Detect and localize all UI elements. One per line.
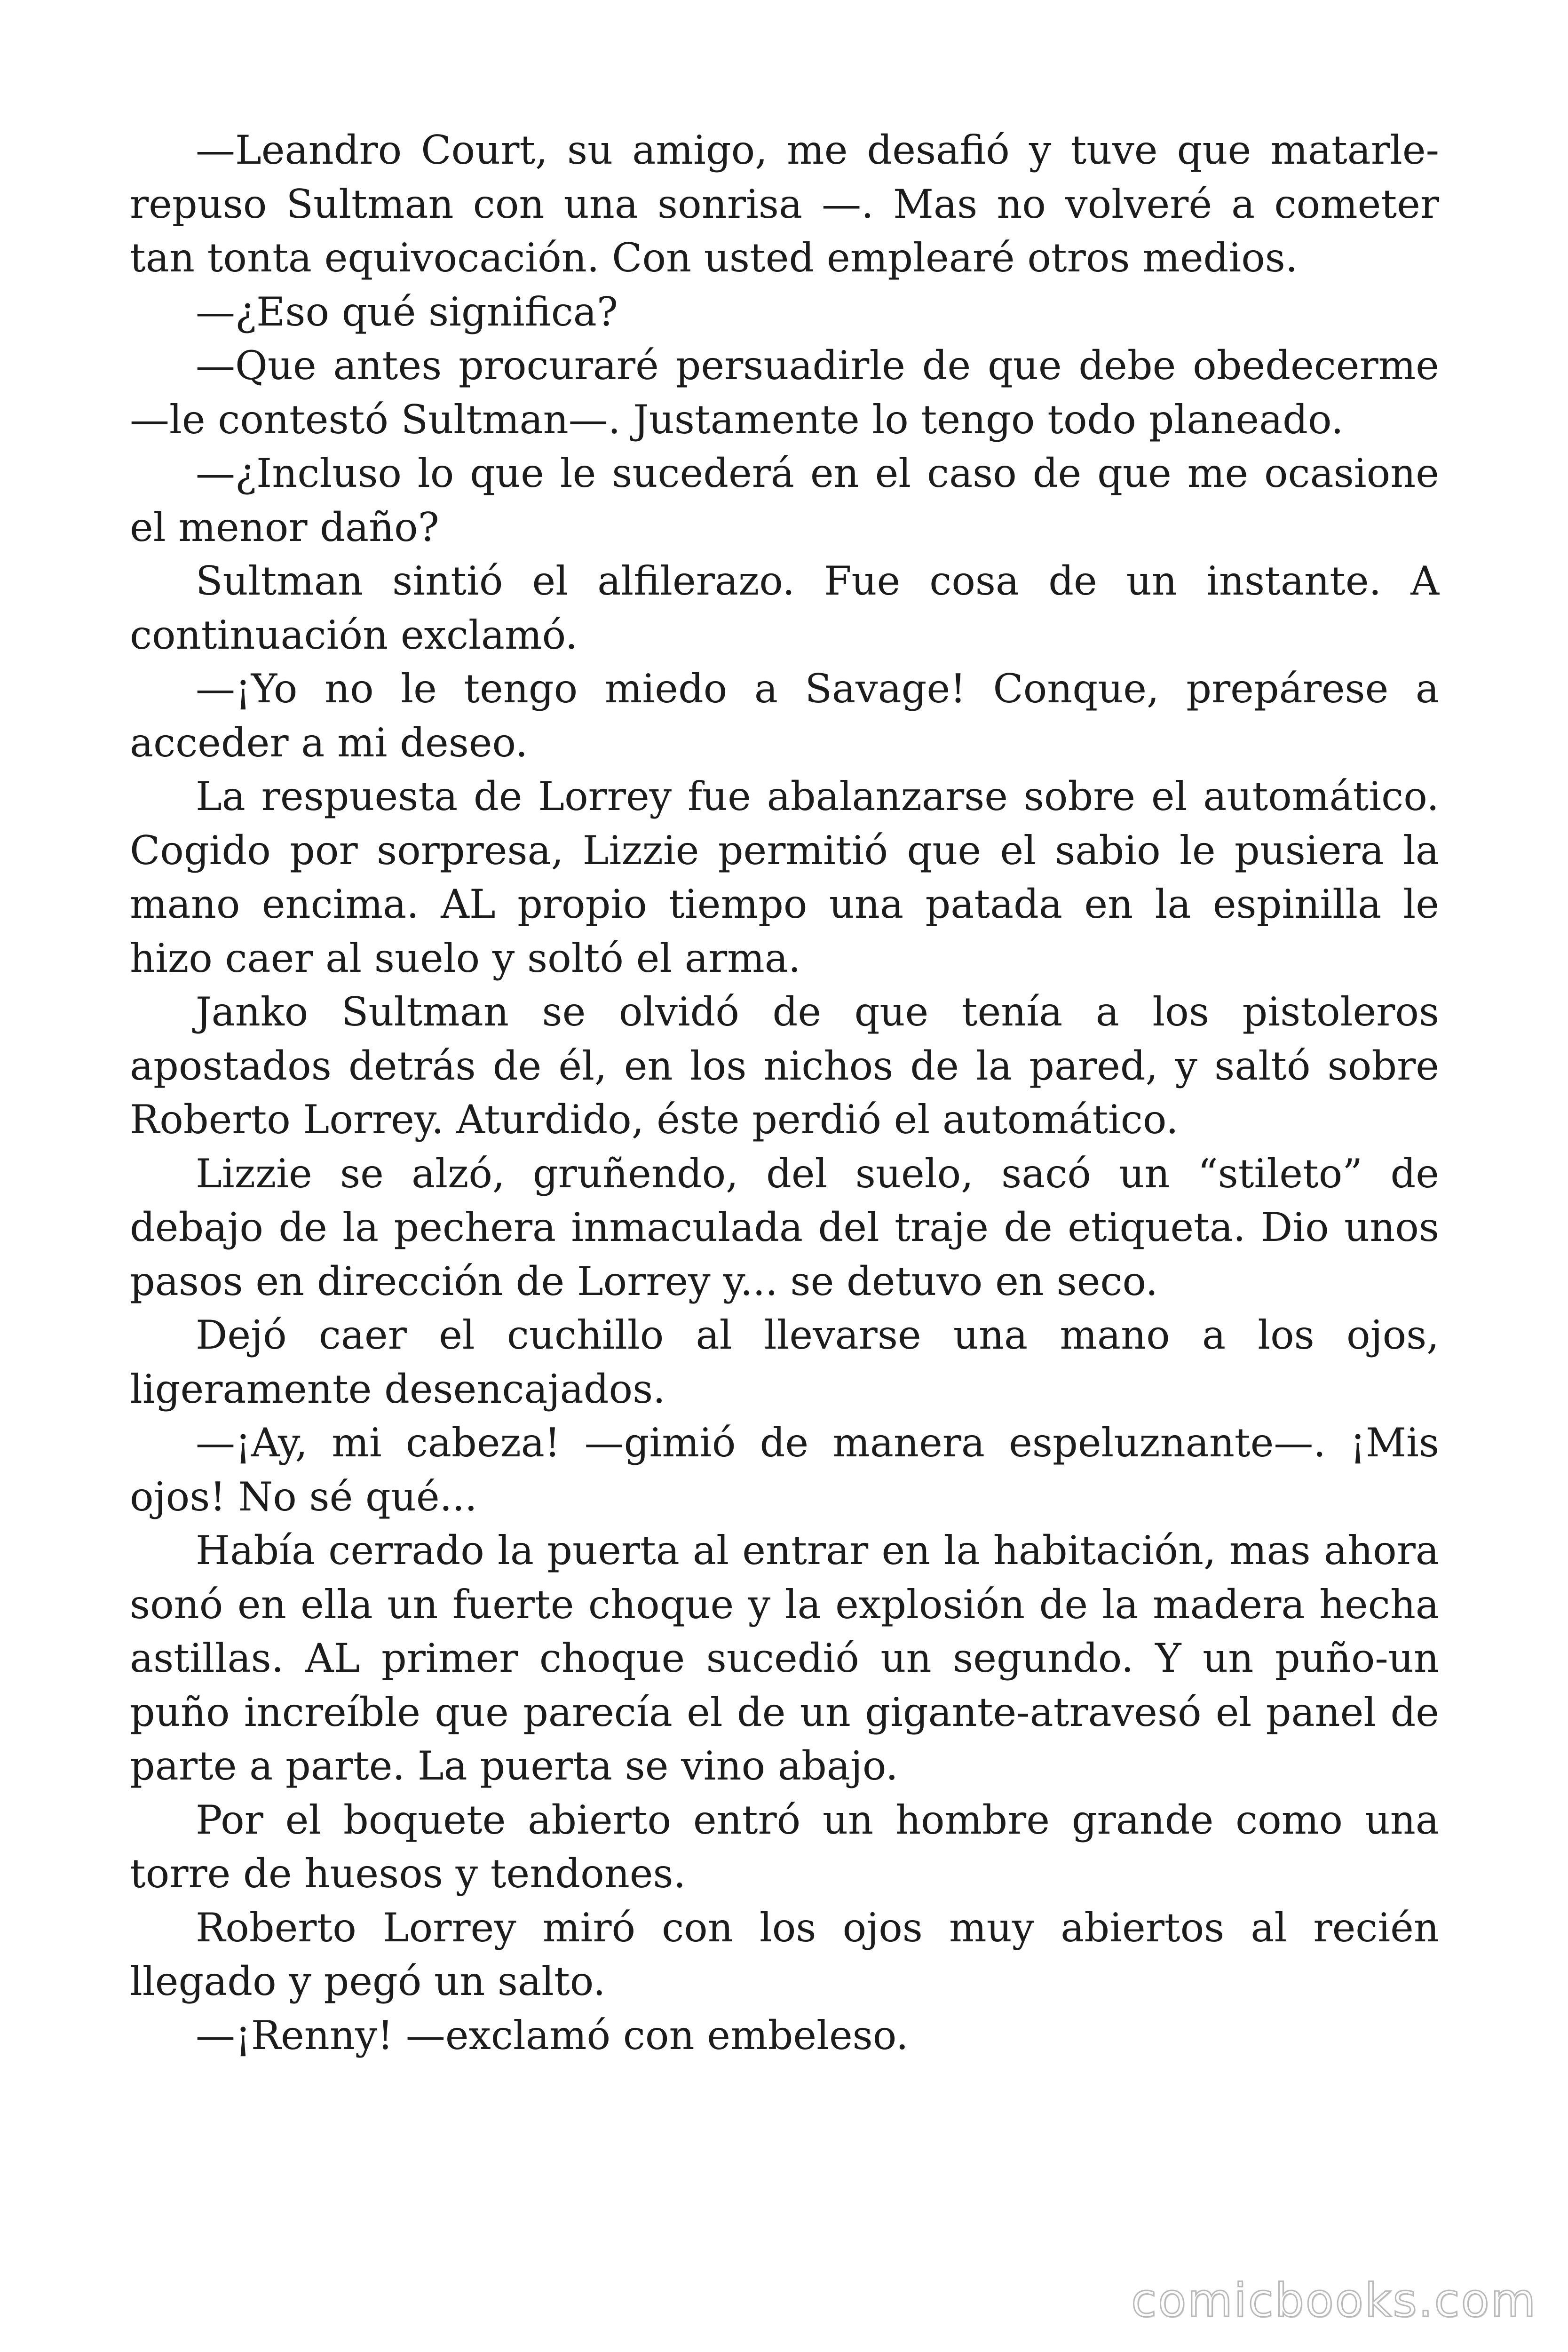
paragraph: La respuesta de Lorrey fue abalanzarse sobre el automático. Cogido por sorpresa, Lizzie permitió que el sabio le pusiera la mano encima. AL propio tiempo una patada en la espinilla le hizo caer al suelo y soltó el arma. [130,773,1439,981]
paragraph: Sultman sintió el alfilerazo. Fue cosa de un instante. A continuación exclamó. [130,558,1439,658]
paragraph: —¡Yo no le tengo miedo a Savage! Conque, prepárese a acceder a mi deseo. [130,666,1439,766]
paragraph: Roberto Lorrey miró con los ojos muy abiertos al recién llegado y pegó un salto. [130,1904,1439,2004]
watermark-logo: comicbooks.com [1131,2274,1537,2328]
paragraph: —¡Renny! —exclamó con embeleso. [196,2012,909,2058]
paragraph: —Leandro Court, su amigo, me desafió y tuve que matarle-repuso Sultman con una sonrisa —. Mas no volveré a cometer tan tonta equivocación. Con usted emplearé otros medios. [130,127,1439,281]
paragraph: —¿Incluso lo que le sucederá en el caso de que me ocasione el menor daño? [130,450,1439,550]
paragraph: Por el boquete abierto entró un hombre grande como una torre de huesos y tendones. [130,1796,1439,1897]
page-body-text [130,123,1439,2062]
paragraph: Dejó caer el cuchillo al llevarse una mano a los ojos, ligeramente desencajados. [130,1312,1439,1412]
paragraph: Janko Sultman se olvidó de que tenía a los pistoleros apostados detrás de él, en los nichos de la pared, y saltó sobre Roberto Lorrey. Aturdido, éste perdió el automático. [130,989,1439,1143]
paragraph: Lizzie se alzó, gruñendo, del suelo, sacó un “stileto” de debajo de la pechera inmaculada del traje de etiqueta. Dio unos pasos en dirección de Lorrey y... se detuvo en seco. [130,1150,1439,1304]
paragraph: Había cerrado la puerta al entrar en la habitación, mas ahora sonó en ella un fuerte choque y la explosión de la madera hecha astillas. AL primer choque sucedió un segundo. Y un puño-un puño increíble que parecía el de un gigante-atravesó el panel de parte a parte. La puerta se vino abajo. [130,1527,1439,1789]
paragraph: —Que antes procuraré persuadirle de que debe obedecerme —le contestó Sultman—. Justamente lo tengo todo planeado. [130,342,1439,443]
paragraph: —¡Ay, mi cabeza! —gimió de manera espeluznante—. ¡Mis ojos! No sé qué... [130,1420,1439,1520]
paragraph: —¿Eso qué significa? [196,288,618,335]
